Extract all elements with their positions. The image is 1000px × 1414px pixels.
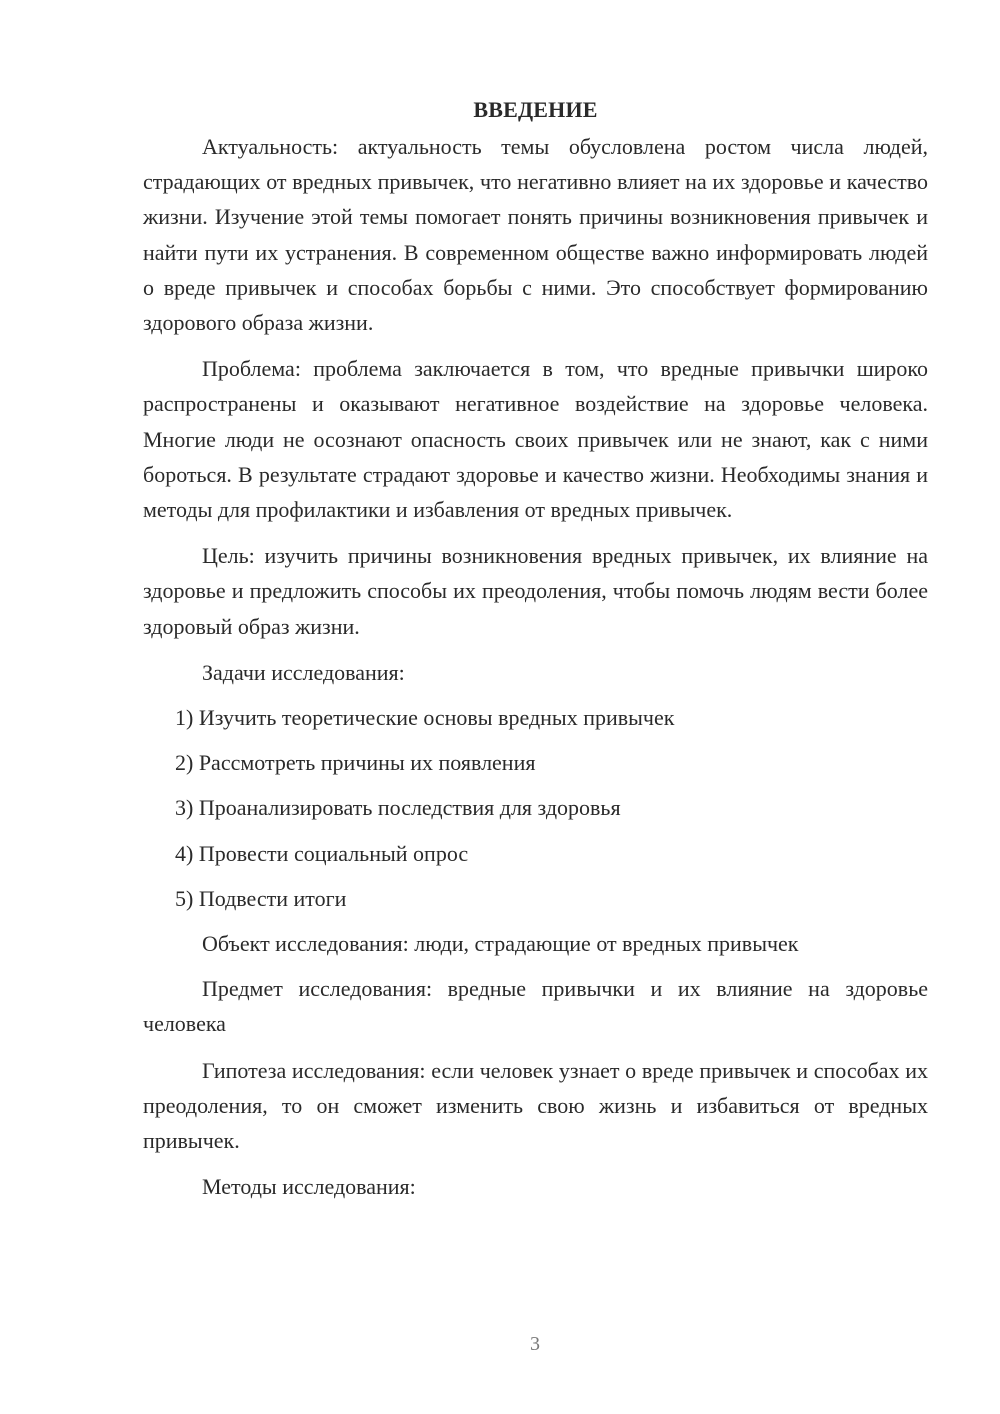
- list-item: 4) Провести социальный опрос: [175, 840, 469, 866]
- page-heading: ВВЕДЕНИЕ: [473, 97, 598, 122]
- methods-paragraph: Методы исследования:: [202, 1174, 416, 1200]
- subject-paragraph: Предмет исследования: вредные привычки и их влияние на здоровье человека: [143, 976, 928, 1037]
- page-number: 3: [530, 1333, 540, 1355]
- object-paragraph: Объект исследования: люди, страдающие от вредных привычек: [202, 931, 799, 957]
- list-item: 1) Изучить теоретические основы вредных привычек: [175, 705, 675, 731]
- tasks-list: [143, 700, 928, 916]
- tasks-title: Задачи исследования:: [202, 659, 405, 685]
- hypothesis-paragraph: Гипотеза исследования: если человек узнает о вреде привычек и способах их преодоления, то он сможет изменить свою жизнь и избавиться от вредных привычек.: [143, 1057, 928, 1154]
- list-item: 2) Рассмотреть причины их появления: [175, 750, 536, 776]
- relevance-paragraph: Актуальность: актуальность темы обусловлена ростом числа людей, страдающих от вредных привычек, что негативно влияет на их здоровье и качество жизни. Изучение этой темы помогает понять причины возникновения привычек и найти пути их устранения. В современном обществе важно информировать людей о вреде привычек и способах борьбы с ними. Это способствует формированию здорового образа жизни.: [143, 134, 928, 336]
- list-item: 3) Проанализировать последствия для здоровья: [175, 795, 621, 821]
- goal-paragraph: Цель: изучить причины возникновения вредных привычек, их влияние на здоровье и предложить способы их преодоления, чтобы помочь людям вести более здоровый образ жизни.: [143, 543, 928, 639]
- list-item: 5) Подвести итоги: [175, 885, 347, 911]
- problem-paragraph: Проблема: проблема заключается в том, что вредные привычки широко распространены и оказывают негативное воздействие на здоровье человека. Многие люди не осознают опасность своих привычек или не знают, как с ними бороться. В результате страдают здоровье и качество жизни. Необходимы знания и методы для профилактики и избавления от вредных привычек.: [143, 356, 928, 523]
- document-page: [143, 92, 928, 1214]
